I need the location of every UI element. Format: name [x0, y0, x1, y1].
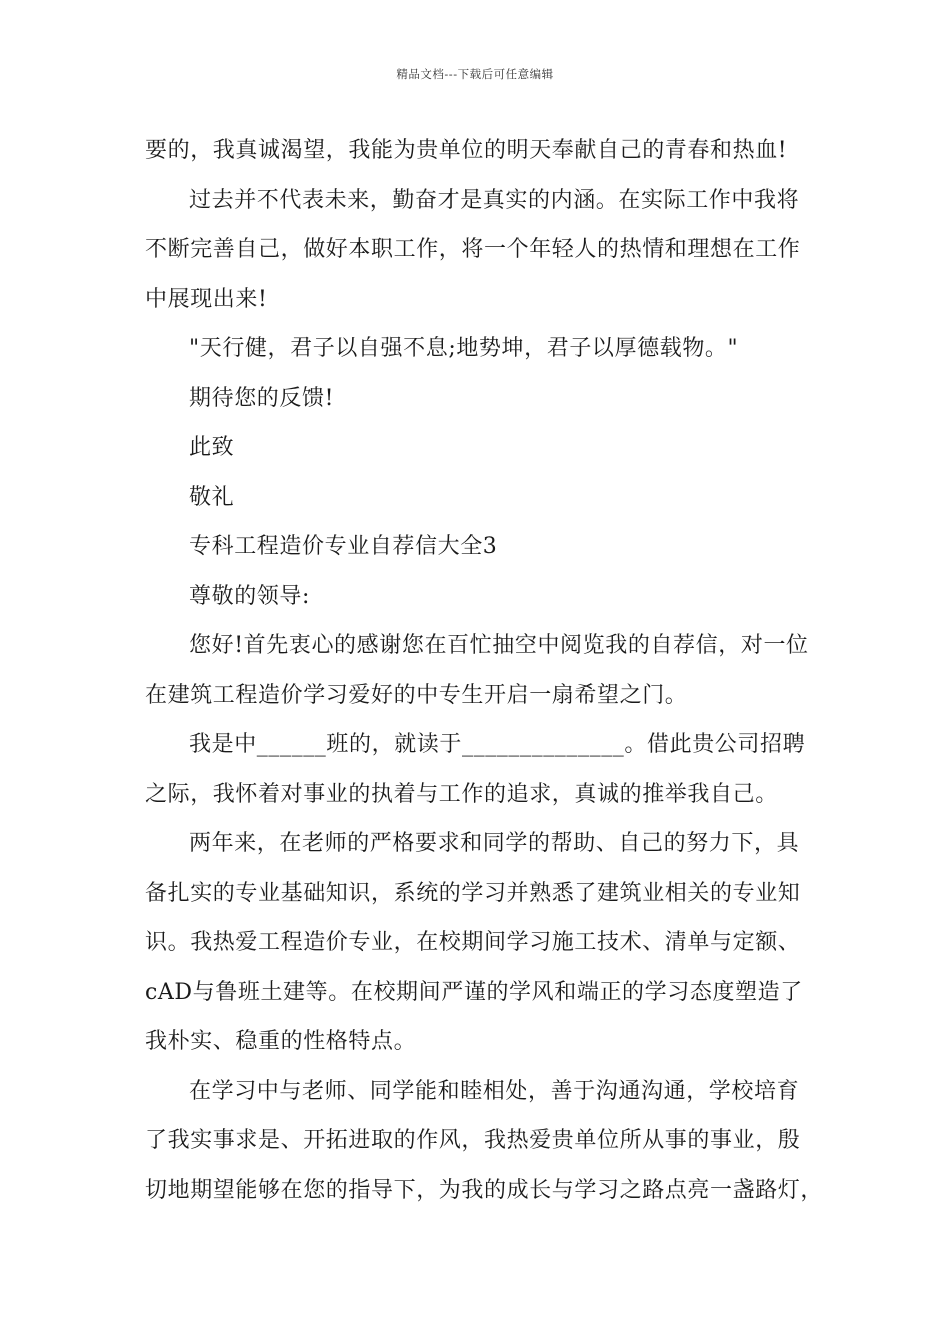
text-line: 您好!首先衷心的感谢您在百忙抽空中阅览我的自荐信，对一位	[189, 633, 809, 658]
text-line: 之际，我怀着对事业的执着与工作的追求，真诚的推举我自己。	[145, 781, 778, 807]
text-line: cAD与鲁班土建等。在校期间严谨的学风和端正的学习态度塑造了	[145, 979, 803, 1005]
text-line: 备扎实的专业基础知识，系统的学习并熟悉了建筑业相关的专业知	[145, 880, 801, 906]
salutation: 尊敬的领导:	[189, 583, 311, 609]
text-line: 我朴实、稳重的性格特点。	[145, 1029, 417, 1054]
closing-line: 此致	[189, 435, 235, 460]
text-line: 识。我热爱工程造价专业，在校期间学习施工技术、清单与定额、	[145, 930, 801, 955]
text-line: 切地期望能够在您的指导下，为我的成长与学习之路点亮一盏路灯，	[145, 1177, 824, 1203]
text-line: 中展现出来!	[145, 286, 268, 312]
text-line: 在建筑工程造价学习爱好的中专生开启一扇希望之门。	[145, 682, 688, 708]
text-line: 了我实事求是、开拓进取的作风，我热爱贵单位所从事的事业，殷	[145, 1128, 801, 1153]
section-title: 专科工程造价专业自荐信大全3	[189, 534, 498, 559]
text-line: 在学习中与老师、同学能和睦相处，善于沟通沟通，学校培育	[189, 1078, 800, 1104]
text-line: 不断完善自己，做好本职工作，将一个年轻人的热情和理想在工作	[145, 237, 801, 262]
text-line: 我是中______班的，就读于______________。借此贵公司招聘	[189, 732, 806, 757]
quote-line: "天行健，君子以自强不息;地势坤，君子以厚德载物。"	[189, 336, 739, 361]
letter-body	[145, 126, 825, 1215]
page-header: 精品文档---下载后可任意编辑	[396, 67, 554, 81]
text-line: 两年来，在老师的严格要求和同学的帮助、自己的努力下，具	[189, 831, 800, 856]
text-line: 期待您的反馈!	[189, 385, 335, 411]
closing-line: 敬礼	[189, 484, 235, 510]
text-line: 过去并不代表未来，勤奋才是真实的内涵。在实际工作中我将	[189, 187, 800, 213]
text-line: 要的，我真诚渴望，我能为贵单位的明天奉献自己的青春和热血!	[145, 138, 788, 163]
